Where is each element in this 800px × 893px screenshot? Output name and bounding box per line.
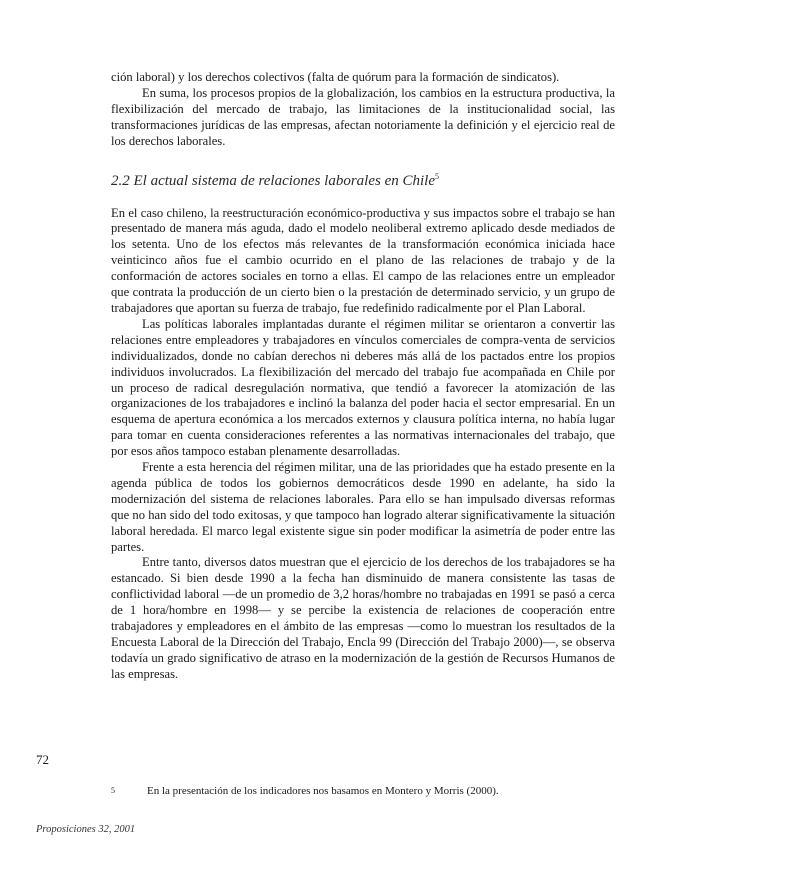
paragraph-continued: ción laboral) y los derechos colectivos (falta de quórum para la formación de sindicatos). bbox=[111, 70, 560, 84]
paragraph: Entre tanto, diversos datos muestran que el ejercicio de los derechos de los trabajadores se ha estancado. Si bien desde 1990 a la fecha han disminuido de manera consistente las tasas de conflictividad laboral —de un promedio de 3,2 horas/hombre no trabajadas en 1991 se pasó a cerca de 1 hora/hombre en 1998— y se percibe la existencia de relaciones de cooperación entre trabajadores y empleadores en el ámbito de las empresas —como lo muestran los resultados de la Encuesta Laboral de la Dirección del Trabajo, Encla 99 (Dirección del Trabajo 2000)—, se observa todavía un grado significativo de atraso en la modernización de la gestión de Recursos Humanos de las empresas. bbox=[111, 555, 615, 681]
footnote-text: En la presentación de los indicadores nos basamos en Montero y Morris (2000). bbox=[147, 785, 499, 797]
body-text bbox=[111, 70, 615, 683]
section-heading-text: 2.2 El actual sistema de relaciones laborales en Chile bbox=[111, 172, 435, 189]
section-heading bbox=[111, 168, 615, 190]
footnote bbox=[111, 784, 631, 798]
footnote-reference[interactable]: 5 bbox=[434, 171, 439, 181]
paragraph: Frente a esta herencia del régimen militar, una de las prioridades que ha estado presente en la agenda pública de todos los gobiernos democráticos desde 1990 en adelante, ha sido la modernización del sistema de relaciones laborales. Para ello se han impulsado diversas reformas que no han sido del todo exitosas, y que tampoco han logrado alterar significativamente la situación laboral heredada. El marco legal existente sigue sin poder modificar la asimetría de poder entre las partes. bbox=[111, 460, 615, 554]
footnote-mark: 5 bbox=[111, 786, 115, 795]
paragraph: En el caso chileno, la reestructuración económico-productiva y sus impactos sobre el trabajo se han presentado de manera más aguda, dado el modelo neoliberal extremo aplicado desde mediados de los setenta. Uno de los efectos más relevantes de la transformación económica iniciada hace veinticinco años fue el cambio ocurrido en el plano de las relaciones de trabajo y de la conformación de actores sociales en torno a ellas. El campo de las relaciones entre un empleador que contrata la producción de un cierto bien o la prestación de determinado servicio, y un grupo de trabajadores que aportan su fuerza de trabajo, fue redefinido radicalmente por el Plan Laboral. bbox=[111, 205, 615, 315]
paragraph: En suma, los procesos propios de la globalización, los cambios en la estructura productiva, la flexibilización del mercado de trabajo, las limitaciones de la institucionalidad social, las transformaciones jurídicas de las empresas, afectan notoriamente la definición y el ejercicio real de los derechos laborales. bbox=[111, 85, 615, 148]
page-number: 72 bbox=[36, 752, 49, 767]
paragraph: Las políticas laborales implantadas durante el régimen militar se orientaron a convertir las relaciones entre empleadores y trabajadores en vínculos comerciales de compra-venta de servicios individualizados, donde no cabían derechos ni deberes más allá de los pactados entre los propios individuos involucrados. La flexibilización del mercado del trabajo fue acompañada en Chile por un proceso de radical desregulación normativa, que tendió a favorecer la atomización de las organizaciones de los trabajadores e inclinó la balanza del poder hacia el sector empresarial. En un esquema de apertura económica a los mercados externos y clausura política interna, no había lugar para tomar en cuenta consideraciones referentes a las normativas internacionales del trabajo, que por esos años tampoco estaban plenamente desarrolladas. bbox=[111, 316, 615, 459]
running-footer: Proposiciones 32, 2001 bbox=[36, 824, 136, 835]
